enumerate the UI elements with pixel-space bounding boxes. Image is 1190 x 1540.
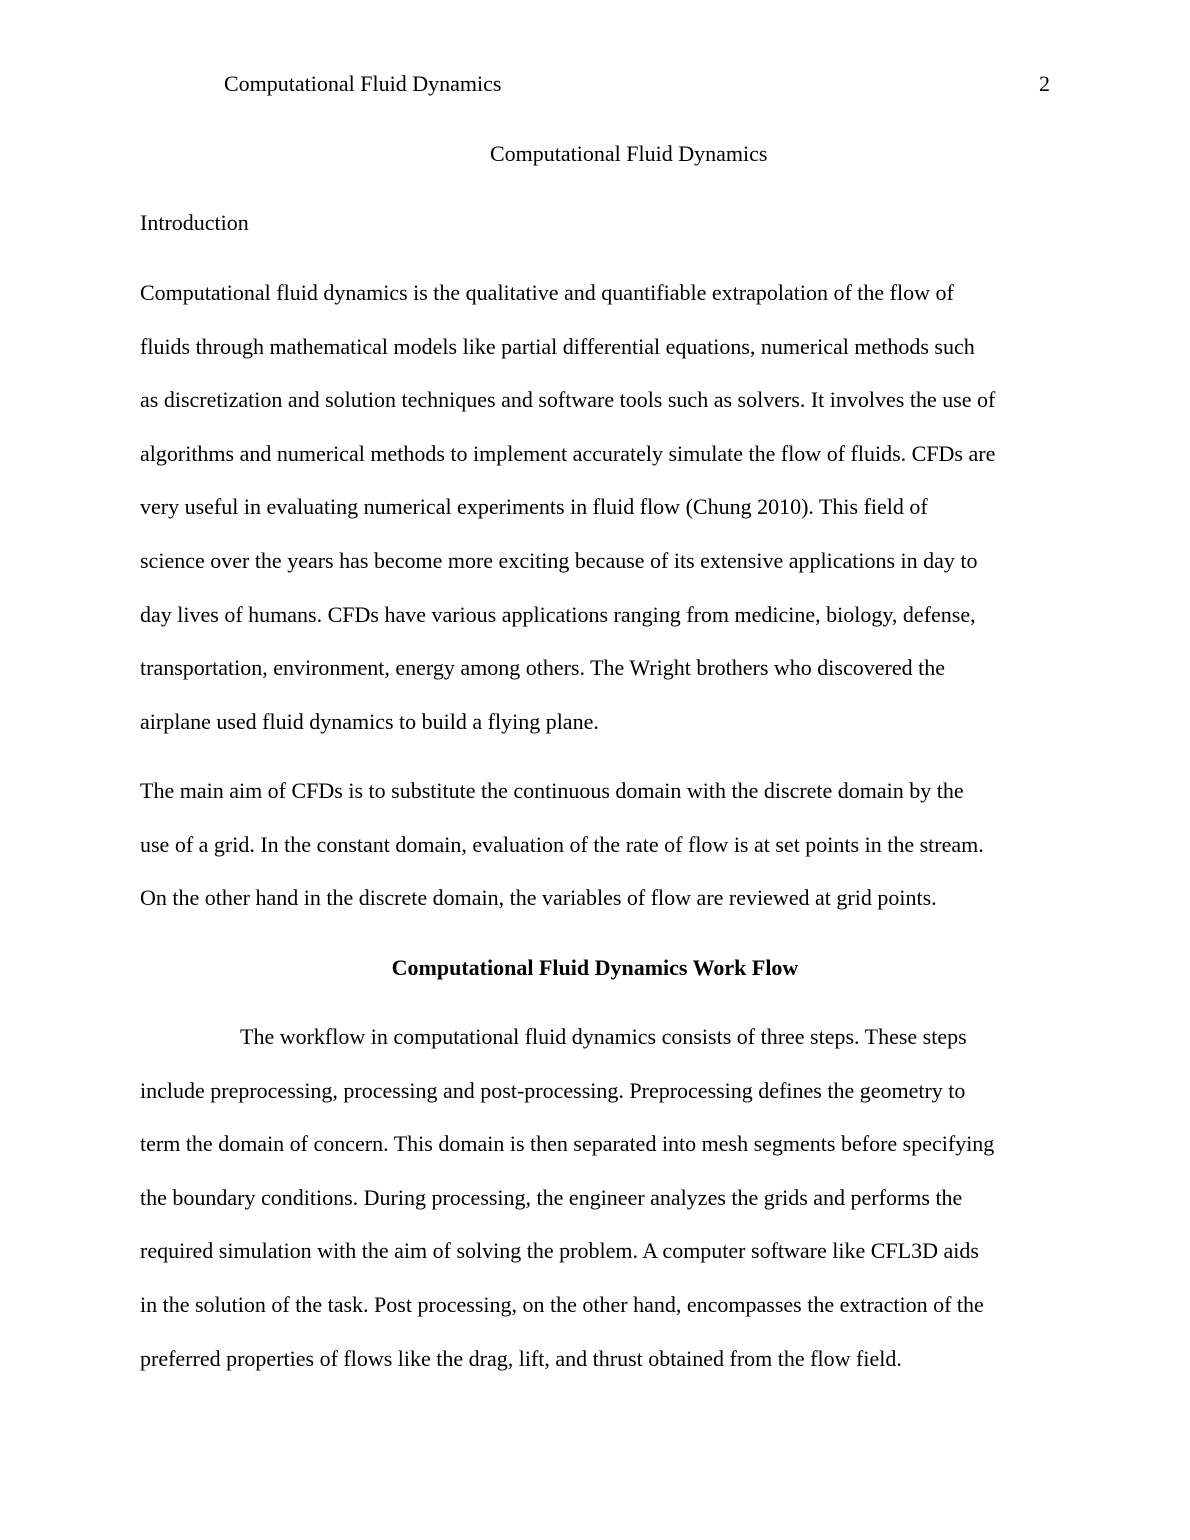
document-title: Computational Fluid Dynamics [490,141,768,166]
section-heading-workflow [0,954,1190,982]
paragraph-workflow [140,1023,1052,1398]
page-number: 2 [1039,71,1050,96]
paragraph-line: in the solution of the task. Post processing, on the other hand, encompasses the extraction of the [140,1291,984,1317]
paragraph-line: required simulation with the aim of solving the problem. A computer software like CFL3D aids [140,1238,979,1264]
paragraph-line: term the domain of concern. This domain is then separated into mesh segments before specifying [140,1131,995,1157]
paragraph-line: preferred properties of flows like the drag, lift, and thrust obtained from the flow field. [140,1345,902,1371]
paragraph-line: transportation, environment, energy among others. The Wright brothers who discovered the [140,655,945,681]
section-heading-text: Computational Fluid Dynamics Work Flow [391,955,799,980]
paragraph-line: The main aim of CFDs is to substitute the continuous domain with the discrete domain by the [140,778,964,803]
paragraph-line: On the other hand in the discrete domain, the variables of flow are reviewed at grid points. [140,885,937,911]
paragraph-line: very useful in evaluating numerical experiments in fluid flow (Chung 2010). This field of [140,494,928,520]
paragraph-main-aim [140,777,1052,938]
paragraph-line: fluids through mathematical models like partial differential equations, numerical methods such [140,333,975,359]
paragraph-line: day lives of humans. CFDs have various applications ranging from medicine, biology, defense, [140,601,976,627]
paragraph-line: as discretization and solution techniques and software tools such as solvers. It involves the use of [140,387,996,413]
paragraph-line: algorithms and numerical methods to implement accurately simulate the flow of fluids. CFDs are [140,440,996,466]
paragraph-line: use of a grid. In the constant domain, evaluation of the rate of flow is at set points in the stream. [140,831,984,857]
paragraph-line: Computational fluid dynamics is the qualitative and quantifiable extrapolation of the flow of [140,280,954,305]
paragraph-introduction [140,279,1052,761]
running-head: Computational Fluid Dynamics [224,71,502,96]
paragraph-line: include preprocessing, processing and post-processing. Preprocessing defines the geometry to [140,1077,966,1103]
paragraph-line: science over the years has become more exciting because of its extensive applications in day to [140,547,978,573]
paragraph-line: The workflow in computational fluid dynamics consists of three steps. These steps [240,1024,967,1049]
paragraph-line: airplane used fluid dynamics to build a flying plane. [140,708,599,734]
introduction-heading: Introduction [140,210,249,235]
paragraph-line: the boundary conditions. During processing, the engineer analyzes the grids and performs the [140,1184,963,1210]
